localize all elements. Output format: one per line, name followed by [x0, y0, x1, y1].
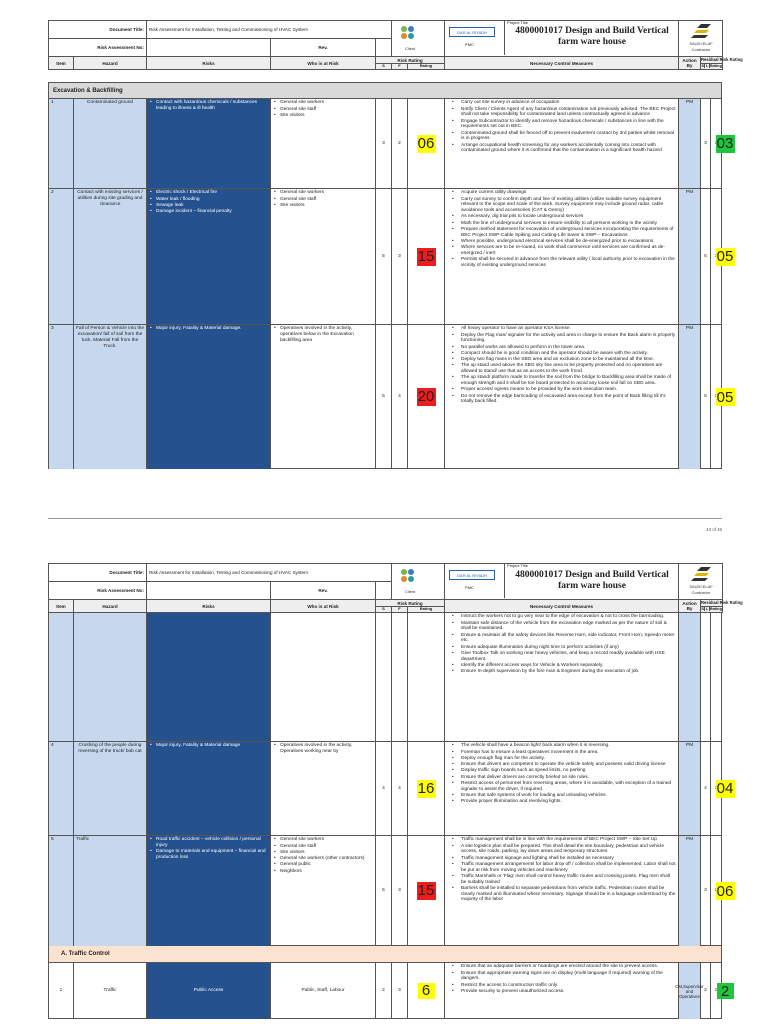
project-title-cell [445, 21, 679, 57]
residual-s: 3 [701, 99, 711, 188]
risk-item: • Sewage leak [149, 203, 268, 209]
residual-rating-badge: 05 [716, 248, 734, 266]
risk-item: • Major injury, Fatality & Material damage [149, 743, 268, 749]
ra-no-label: Risk Assessment No: [49, 39, 147, 57]
col-rs: S [701, 605, 704, 611]
col-who: Who is at Risk [271, 57, 376, 70]
who-item: • General public [273, 862, 373, 868]
measure-item: • A site logistics plan shall be prepared. This shall detail the site boundary, pedestrian and vehicle access, site roads, parking, lay down areas and temporary structures [447, 844, 676, 856]
saudi-elaf-text: SAUDI ELAF [689, 41, 713, 46]
measure-item: • Restrict access of personnel from reversing areas, where it is avoidable, with exception of a trained signaler to assist the driver, if required. [447, 781, 676, 793]
who-list [271, 742, 376, 835]
frequency: 4 [392, 742, 408, 835]
saudi-elaf-text: SAUDI ELAF [689, 584, 713, 589]
frequency: 4 [392, 325, 408, 469]
who-list [271, 613, 376, 741]
dar-logo [445, 564, 505, 598]
item-number: 1 [49, 963, 74, 1019]
measures-list [445, 189, 679, 324]
risk-item: • Major injury, Fatality & Material damage. [149, 326, 268, 332]
header-table [48, 563, 743, 613]
doc-title-value: Risk Assessment for Installation, Testing and Commissioning of HVAC System [147, 21, 392, 39]
who-item: • General site workers [273, 100, 373, 106]
who-item: • Site visitors [273, 203, 373, 209]
residual-rating-cell [713, 189, 737, 324]
col-s: S [376, 64, 392, 69]
col-s: S [376, 607, 392, 612]
who-item: • Neighbors [273, 869, 373, 875]
measure-item: • Traffic management signage and lighting shall be installed as necessary [447, 856, 676, 862]
col-residual: Residual Risk Rating [701, 600, 743, 606]
measure-item: • Prepare method statement for excavation of underground services incorporating the requirements of BEC Project SWP-Cable Spiking and Cutting-Life Saver & SWP – Excavations [447, 227, 676, 239]
hazard-text: Contaminated ground [74, 99, 147, 188]
measures-list [445, 613, 679, 741]
measure-item: • Deploy two flag mans in the SBG area and an exclusion zone to be maintained all the time. [447, 357, 676, 363]
rating-cell [408, 613, 445, 741]
residual-l [711, 613, 721, 741]
item-number: 1 [49, 99, 74, 188]
col-rating: Rating [419, 63, 433, 69]
table-row [49, 613, 721, 742]
who-list [271, 836, 376, 946]
measure-item: • Permits shall be secured in advance from the relevant utility / local authority prior to excavation in the vicinity of existing underground services [447, 257, 676, 269]
severity: 5 [376, 836, 392, 946]
risks-list [147, 836, 271, 946]
client-label: Client [405, 46, 416, 51]
action-by: CM,Supervisor and Operatives [679, 963, 701, 1019]
rating-cell [408, 963, 445, 1019]
risk-item: • Electric shock / Electrical fire [149, 190, 268, 196]
measure-item: • As necessary, dig trial pits to locate underground services [447, 214, 676, 220]
col-f: F [392, 607, 408, 612]
residual-s: 3 [701, 836, 711, 946]
pmc-label: PMC [465, 585, 474, 590]
table-row [49, 325, 734, 469]
frequency: 3 [392, 836, 408, 946]
client-logos [392, 564, 445, 600]
rating-badge: 06 [417, 134, 435, 152]
contractor-logo [679, 21, 723, 57]
measure-item: • Ensure that deliver drivers are correctly briefed on site rules. [447, 775, 676, 781]
residual-s: 5 [701, 189, 711, 324]
who-text: Public, Staff, Labour [271, 963, 376, 1019]
risks-list [147, 325, 271, 469]
table-row [49, 836, 734, 946]
item-number [49, 613, 74, 741]
measure-item: • No parallel works are allowed to perform in the tower area. [447, 345, 676, 351]
col-rating: Rating [419, 606, 433, 612]
risk-item: • Contact with hazardous chemicals / substances leading to illness & ill health [149, 100, 268, 112]
col-rrating: Rating [709, 62, 723, 68]
p1-rows [48, 99, 734, 469]
measure-item: • Engage Subcontractor to identify and remove hazardous chemicals / substances in line with the requirements set out in BEC. [447, 119, 676, 131]
residual-s: 2 [701, 963, 711, 1019]
severity [376, 613, 392, 741]
page-number: 43 of 48 [706, 527, 722, 532]
measure-item: • The vehicle shall have a beacon light/ back alarm when it is reversing. [447, 743, 676, 749]
dar-logo-text: DAR AL RIYADH [449, 570, 495, 580]
measure-item: • Where possible, underground electrical services shall be de-energized prior to excavations. [447, 239, 676, 245]
residual-s [701, 613, 711, 741]
page-1 [48, 20, 743, 482]
measure-item: • Traffic Marshalls or 'Flag' men shall control heavy traffic routes and crossing points. Flag men shall be suitably trained [447, 874, 676, 886]
ra-no-label: Risk Assessment No: [49, 582, 147, 600]
rating-badge: 15 [417, 247, 435, 265]
residual-rating-badge: 2 [717, 983, 734, 999]
rating-badge: 20 [417, 388, 435, 406]
col-item: Item [49, 600, 74, 613]
action-by: PM [679, 189, 701, 324]
who-item: • General site staff [273, 107, 373, 113]
hazard-text: Contact with existing services / utilities during site grading and clearance [74, 189, 147, 324]
action-by: PM [679, 742, 701, 835]
doc-title-label: Document Title: [49, 564, 147, 582]
measures-list [445, 742, 679, 835]
measure-item: • Identify the different access ways for Vehicle & Workers separately. [447, 663, 676, 669]
who-list [271, 189, 376, 324]
frequency: 3 [392, 963, 408, 1019]
measure-item: • Instruct the workers not to go very near to the edge of excavation & not to cross the barricading. [447, 614, 676, 620]
risk-item: • Damage to materials and equipment – financial and production loss [149, 849, 268, 861]
col-rl: L [705, 605, 709, 611]
hazard-text: Traffic [74, 963, 147, 1019]
measure-item: • Where services are to be re-routed, no work shall commence until services are confirmed as de-energized / inert [447, 245, 676, 257]
residual-s: 5 [701, 325, 711, 469]
measure-item: • The up stand/ platform made to transfer the soil from the bridge to Backfilling area shall be made of enough strength and it shall be toe board protected to avoid any loose soil fall on SBG area. [447, 375, 676, 387]
measure-item: • Maintain safe distance of the vehicle from the excavation edge marked as per the nature of soil & shall be maintained. [447, 621, 676, 633]
measure-item: • Deploy enough flag man for the activity. [447, 756, 676, 762]
client-label: Client [405, 589, 416, 594]
contractor-label: Contractor [691, 590, 711, 595]
severity: 3 [376, 99, 392, 188]
saudi-elaf-logo-icon [679, 21, 723, 55]
rating-cell [408, 99, 445, 188]
page-separator [48, 518, 722, 519]
hazard-text: Crushing of the people during reversing of the truck/ bob cat [74, 742, 147, 835]
measure-item: • Traffic management arrangements for labor drop off / collection shall be implemented. Labor shall not be put at risk from moving vehicles and machinery [447, 862, 676, 874]
p2-rows [48, 613, 734, 946]
frequency: 2 [392, 99, 408, 188]
doc-title-value: Risk Assessment for Installation, Testing and Commissioning of HVAC System [147, 564, 392, 582]
risks-list [147, 742, 271, 835]
measure-item: • Foreman has to ensure a least operatives movement in the area. [447, 750, 676, 756]
dar-logo [445, 21, 505, 55]
measure-item: • Ensure In-depth supervision by the fore man & Engineer during the execution of job. [447, 669, 676, 675]
residual-rating-badge: 03 [716, 135, 734, 153]
item-number: 3 [49, 325, 74, 469]
measure-item: • Ensure that safe systems of work for loading and unloading vehicles. [447, 793, 676, 799]
measure-item: • Notify Client / Clients Agent of any hazardous contamination not previously advised. The BEC Project shall not take responsibility for contaminated land unless contractually agreed in advance [447, 107, 676, 119]
who-list [271, 325, 376, 469]
hazard-text: Fall of Person & Vehicle into the excavation/ fall of soil from the tuck. Material Fall from the Truck. [74, 325, 147, 469]
who-item: • General site workers [273, 837, 373, 843]
residual-s: 4 [701, 742, 711, 835]
col-risks: Risks [147, 600, 271, 613]
col-measures: Necessary Control Measures [445, 57, 679, 70]
client-logo-icon [392, 564, 445, 598]
action-by: PM [679, 99, 701, 188]
frequency [392, 613, 408, 741]
measure-item: • Carry out site survey in advance of occupation [447, 100, 676, 106]
who-item: • Site visitors [273, 850, 373, 856]
who-item: • General site workers (other contractors) [273, 856, 373, 862]
measure-item: • The up stand used above the SBG sky line area to be properly protected and no operatives are allowed to stand/ use that as an access to the work frond. [447, 363, 676, 375]
header-table [48, 20, 743, 70]
who-item: • Operatives involved in the activity, Operatives working near by [273, 743, 373, 755]
who-item: • General site workers [273, 190, 373, 196]
who-list [271, 99, 376, 188]
table-row [49, 99, 734, 189]
col-who: Who is at Risk [271, 600, 376, 613]
action-by: PM [679, 836, 701, 946]
risk-item: • Road traffic accident – vehicle collision / personal injury [149, 837, 268, 849]
measures-list [445, 963, 679, 1019]
measure-item: • All heavy operator to have an operator KSA license. [447, 326, 676, 332]
section-traffic-control: A. Traffic Control [48, 946, 722, 963]
project-title: 4800001017 Design and Build Vertical farm ware house [515, 26, 669, 47]
col-rs: S [701, 62, 704, 68]
rev-label: Rev. [271, 582, 376, 600]
measure-item: • Ensure that appropriate warning signs are on display (multi language if required) warning of the dangers. [447, 971, 676, 983]
action-by [679, 613, 701, 741]
table-row [49, 742, 734, 836]
project-title-label: Project Title [507, 20, 528, 25]
client-logo-icon [392, 21, 445, 55]
pmc-label: PMC [465, 42, 474, 47]
risks-list [147, 189, 271, 324]
residual-rating-cell [713, 963, 737, 1019]
rating-cell [408, 742, 445, 835]
measure-item: • Carry out survey to confirm depth and line of existing utilities (utilize suitable survey equipment relevant to the scope and scale of the work. Survey equipment may include ground radar, cable avoidance tools and accessories (CAT & Genny) [447, 197, 676, 214]
measure-item: • Deploy the Flag man/ signaler for the activity and area in charge to ensure the Back alarm is properly functioning. [447, 333, 676, 345]
who-item: • Site visitors [273, 113, 373, 119]
client-logos [392, 21, 445, 57]
col-item: Item [49, 57, 74, 70]
col-action: Action By [679, 600, 701, 613]
residual-rating-badge: 06 [716, 882, 734, 900]
page-2 [48, 563, 743, 1024]
measure-item: • Restrict the access to construction traffic only. [447, 983, 676, 989]
col-rl: L [705, 62, 709, 68]
project-title-cell [445, 564, 679, 600]
doc-title-label: Document Title: [49, 21, 147, 39]
measure-item: • Contaminated ground shall be fenced off to prevent inadvertent contact by 3rd parties whilst removal is in progress [447, 131, 676, 143]
rating-cell [408, 325, 445, 469]
measure-item: • Ensure that drivers are competent to operate the vehicle safely and possess valid driving license [447, 762, 676, 768]
residual-rating-cell [713, 99, 737, 188]
hazard-text [74, 613, 147, 741]
action-by: PM [679, 325, 701, 469]
contractor-logo [679, 564, 723, 600]
frequency: 3 [392, 189, 408, 324]
risks-text: Public Access [147, 963, 271, 1019]
residual-rating-badge: 04 [716, 780, 734, 798]
col-risk-rating: Risk Rating [376, 58, 444, 64]
measures-list [445, 836, 679, 946]
col-action: Action By [679, 57, 701, 70]
measure-item: • Give Toolbox Talk on working near heavy vehicles, and keep a record readily available with HSE department. [447, 651, 676, 663]
project-title: 4800001017 Design and Build Vertical farm ware house [515, 570, 669, 591]
item-number: 4 [49, 742, 74, 835]
severity: 5 [376, 325, 392, 469]
rev-label: Rev. [271, 39, 376, 57]
col-hazard: Hazard [74, 57, 147, 70]
residual-rating-cell [713, 325, 737, 469]
risk-item: • Water leak / flooding [149, 197, 268, 203]
rating-badge: 6 [418, 983, 435, 999]
table-row [49, 189, 734, 325]
measure-item: • Do not remove the edge barricading of excavated area except from the point of Back filling till it's totally back filled. [447, 394, 676, 406]
rating-badge: 16 [417, 779, 435, 797]
rating-cell [408, 189, 445, 324]
col-rrating: Rating [709, 605, 723, 611]
measure-item: • Ensure & maintain all the safety devices like Reverse Horn, side indicator, Front Horn; Speedo meter etc. [447, 633, 676, 645]
measure-item: • Ensure adequate Illumination during night time to perform activities (if any) [447, 645, 676, 651]
measure-item: • Acquire current utility drawings [447, 190, 676, 196]
hazard-text: Traffic [74, 836, 147, 946]
item-number: 5 [49, 836, 74, 946]
measure-item: • Display traffic sign boards such as speed limits, no parking [447, 768, 676, 774]
residual-rating-cell [713, 742, 737, 835]
who-item: • General site staff [273, 844, 373, 850]
measures-list [445, 99, 679, 188]
col-f: F [392, 64, 408, 69]
rating-cell [408, 836, 445, 946]
table-row [49, 963, 730, 1019]
measure-item: • Traffic management shall be in line with the requirements of BEC Project SWP – Site Set Up [447, 837, 676, 843]
dar-logo-text: DAR AL RIYADH [449, 27, 495, 37]
saudi-elaf-logo-icon [679, 564, 723, 598]
measure-item: • Barriers shall be installed to separate pedestrians from vehicle traffic. Pedestrian routes shall be clearly marked and illuminated where necessary. Signage should be in a language understood by the majority of the labor [447, 886, 676, 903]
col-measures: Necessary Control Measures [445, 600, 679, 613]
rating-badge: 15 [417, 882, 435, 900]
severity: 4 [376, 742, 392, 835]
col-risk-rating: Risk Rating [376, 601, 444, 607]
item-number: 2 [49, 189, 74, 324]
col-hazard: Hazard [74, 600, 147, 613]
project-title-label: Project Title [507, 563, 528, 568]
measure-item: • Ensure that an adequate barriers or hoardings are erected around the site to prevent access. [447, 964, 676, 970]
residual-rating-cell [713, 836, 737, 946]
measure-item: • Provide proper Illumination and revolving lights. [447, 799, 676, 805]
section-excavation: Excavation & Backfilling [48, 82, 722, 99]
risk-item: • Damage incident – financial penalty [149, 209, 268, 215]
measure-item: • Arrange occupational health screening for any workers accidentally coming into contact with contaminated ground where it is confirmed that the contamination is a significant health hazard [447, 143, 676, 155]
measures-list [445, 325, 679, 469]
col-residual: Residual Risk Rating [701, 57, 743, 63]
measure-item: • Provide security to prevent unauthorized access. [447, 989, 676, 995]
measure-item: • Compact should be in good condition and the operator should be aware with the activity. [447, 351, 676, 357]
col-risks: Risks [147, 57, 271, 70]
p2-traffic-rows [48, 963, 730, 1019]
risks-list [147, 99, 271, 188]
who-item: • Operatives involved in the activity, operatives below in the Excavation backfilling area [273, 326, 373, 343]
severity: 5 [376, 189, 392, 324]
measure-item: • Mark the line of underground services to ensure visibility to all persons working in the vicinity [447, 221, 676, 227]
measure-item: • Proper access/ egress means to be provided by the work execution team. [447, 387, 676, 393]
contractor-label: Contractor [691, 47, 711, 52]
severity: 2 [376, 963, 392, 1019]
residual-rating-badge: 05 [716, 388, 734, 406]
risks-list [147, 613, 271, 741]
who-item: • General site staff [273, 197, 373, 203]
